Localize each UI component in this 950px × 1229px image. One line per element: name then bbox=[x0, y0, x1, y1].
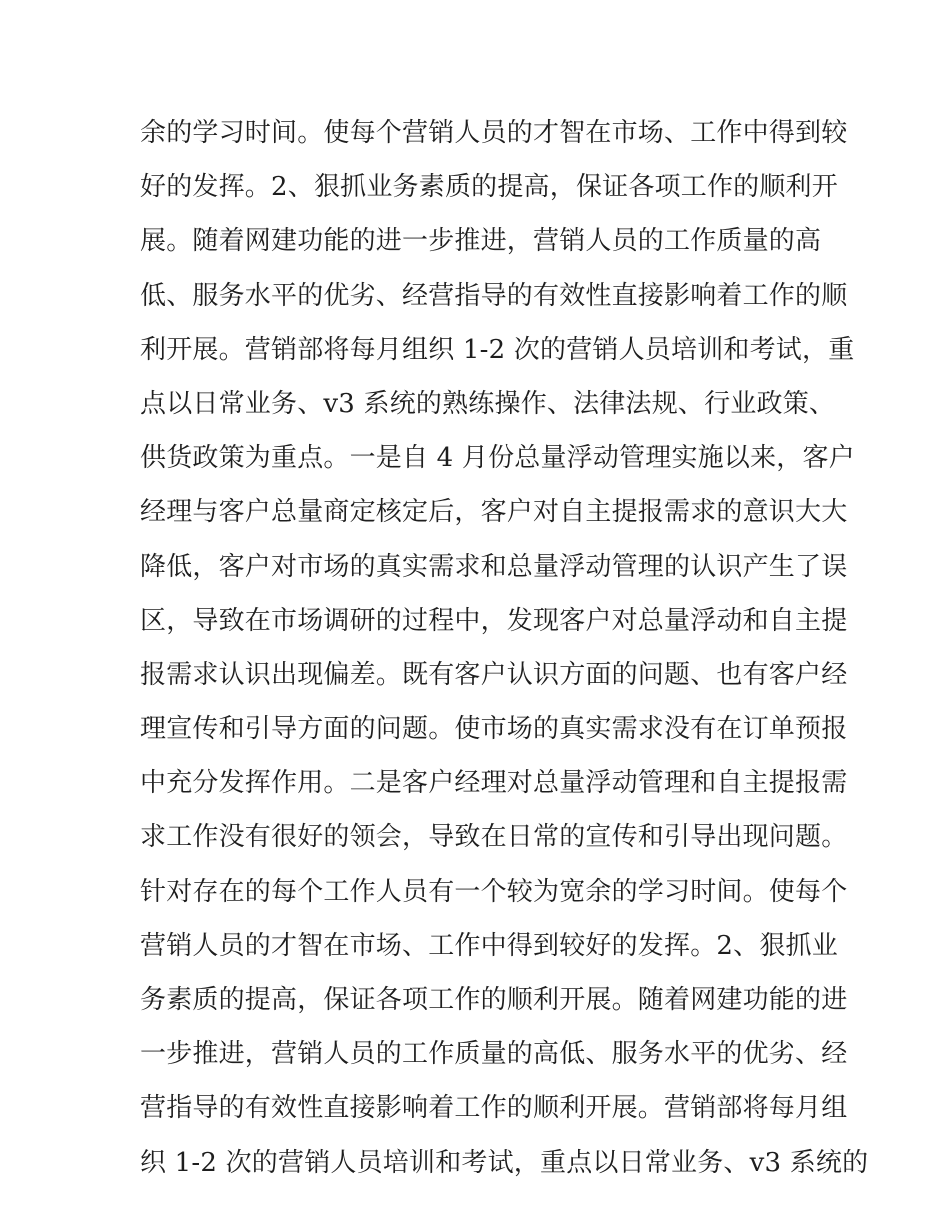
text-line: 展。随着网建功能的进一步推进，营销人员的工作质量的高 bbox=[140, 226, 822, 257]
text-line: 求工作没有很好的领会，导致在日常的宣传和引导出现问题。 bbox=[140, 822, 848, 853]
text-line: 一步推进，营销人员的工作质量的高低、服务水平的优劣、经 bbox=[140, 1039, 848, 1070]
text-line: 点以日常业务、v3 系统的熟练操作、法律法规、行业政策、 bbox=[140, 388, 836, 419]
body-text bbox=[140, 106, 869, 1190]
text-line: 区，导致在市场调研的过程中，发现客户对总量浮动和自主提 bbox=[140, 605, 848, 636]
text-line: 经理与客户总量商定核定后，客户对自主提报需求的意识大大 bbox=[140, 497, 848, 528]
text-line: 理宣传和引导方面的问题。使市场的真实需求没有在订单预报 bbox=[140, 714, 848, 745]
text-line: 中充分发挥作用。二是客户经理对总量浮动管理和自主提报需 bbox=[140, 768, 848, 799]
text-line: 营指导的有效性直接影响着工作的顺利开展。营销部将每月组 bbox=[140, 1093, 848, 1124]
text-line: 针对存在的每个工作人员有一个较为宽余的学习时间。使每个 bbox=[140, 876, 848, 907]
text-line: 余的学习时间。使每个营销人员的才智在市场、工作中得到较 bbox=[140, 118, 848, 148]
text-line: 低、服务水平的优劣、经营指导的有效性直接影响着工作的顺 bbox=[140, 280, 848, 311]
text-line: 利开展。营销部将每月组织 1-2 次的营销人员培训和考试，重 bbox=[140, 334, 855, 365]
text-line: 报需求认识出现偏差。既有客户认识方面的问题、也有客户经 bbox=[140, 659, 848, 690]
text-line: 供货政策为重点。一是自 4 月份总量浮动管理实施以来，客户 bbox=[140, 443, 855, 474]
text-line: 织 1-2 次的营销人员培训和考试，重点以日常业务、v3 系统的 bbox=[140, 1147, 869, 1178]
text-line: 好的发挥。2、狠抓业务素质的提高，保证各项工作的顺利开 bbox=[140, 172, 838, 203]
text-line: 营销人员的才智在市场、工作中得到较好的发挥。2、狠抓业 bbox=[140, 930, 838, 961]
text-line: 务素质的提高，保证各项工作的顺利开展。随着网建功能的进 bbox=[140, 985, 848, 1015]
text-line: 降低，客户对市场的真实需求和总量浮动管理的认识产生了误 bbox=[140, 551, 848, 582]
